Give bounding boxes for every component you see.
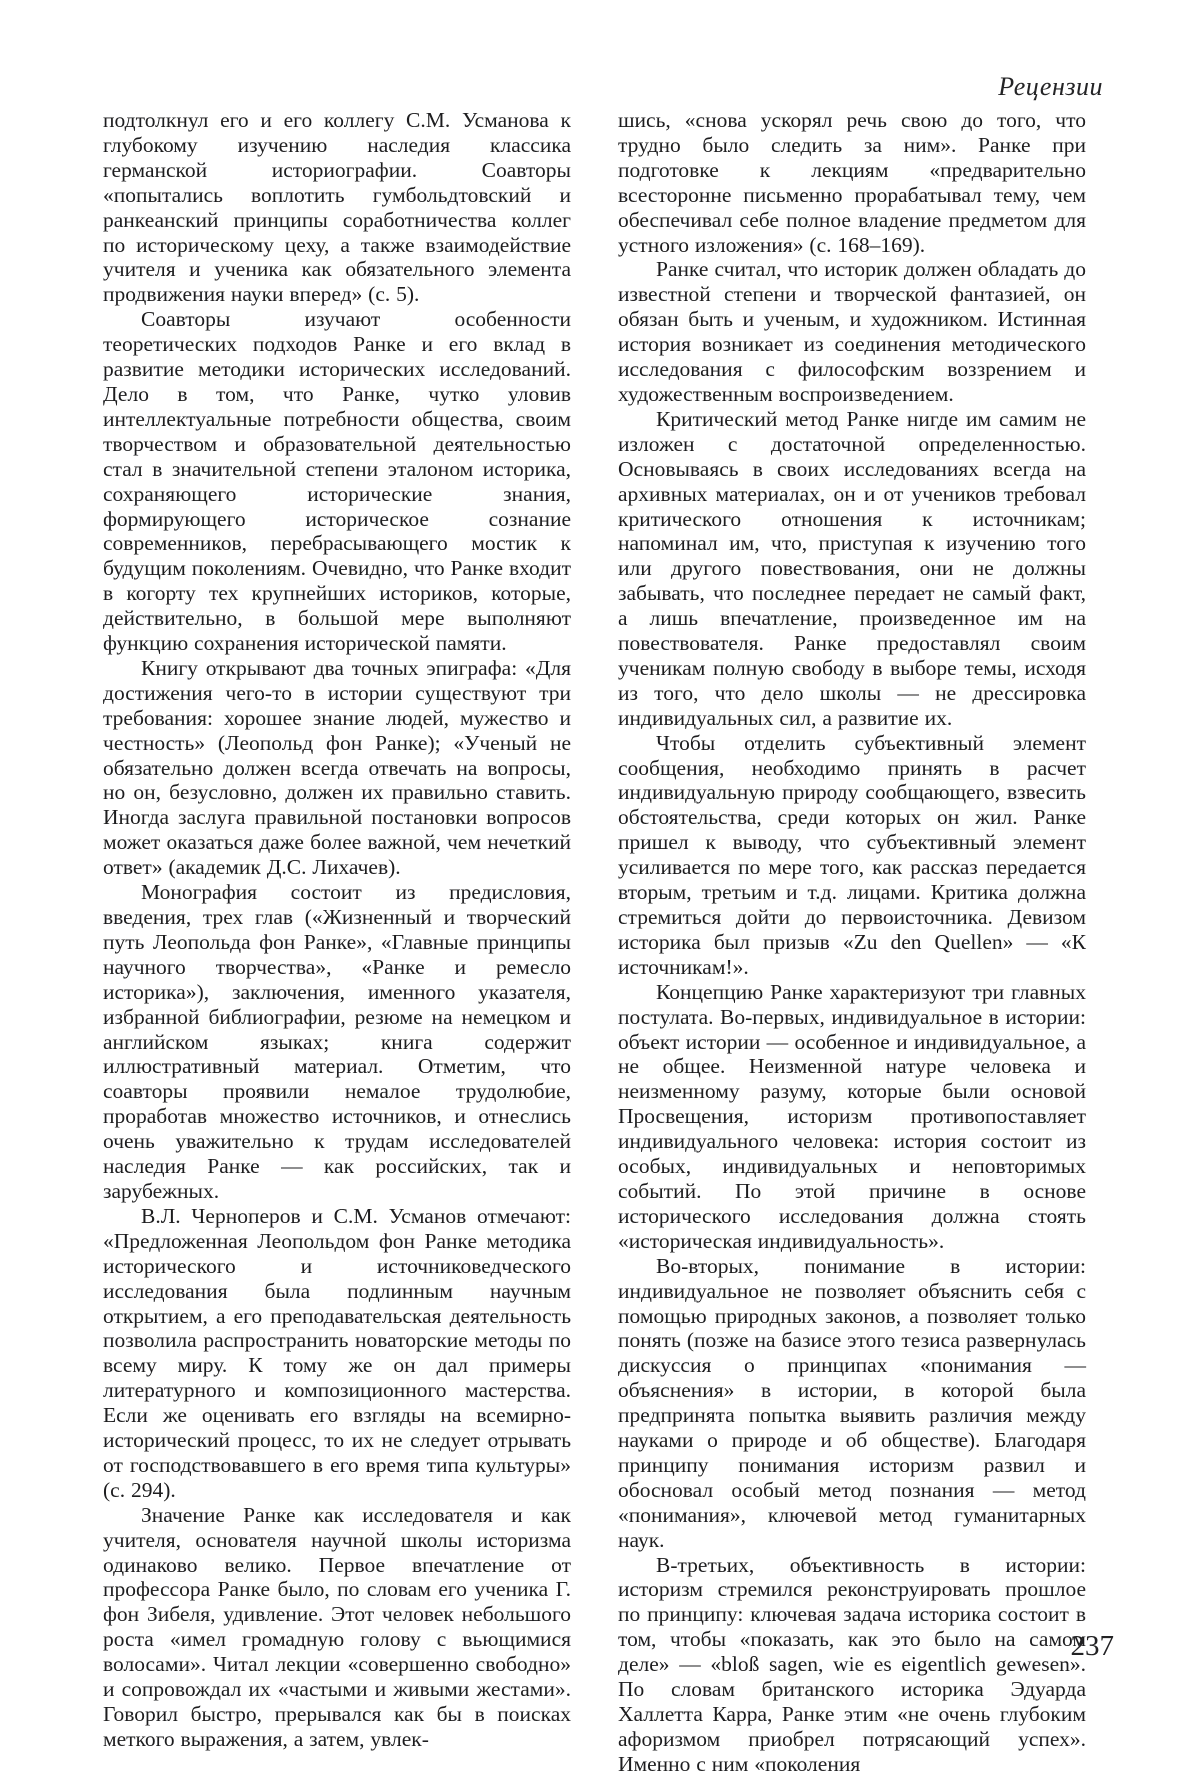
- paragraph: Значение Ранке как исследователя и как учителя, основателя научной школы историзма одинаково велико. Первое впечатление от профессора Ранке было, по словам его ученика Г. фон Зибеля, удивление. Этот человек небольшого роста «имел громадную голову с вьющимися волосами». Читал лекции «совершенно свободно» и сопровождал их «частыми и живыми жестами». Говорил быстро, прерывался как бы в поисках меткого выражения, а затем, увлек-: [103, 1502, 571, 1751]
- right-column: [618, 108, 1086, 1777]
- paragraph: Концепцию Ранке характеризуют три главных постулата. Во-первых, индивидуальное в истории: объект истории — особенное и индивидуальное, а не общее. Неизменной натуре человека и неизменному разуму, которые были основой Просвещения, историзм противопоставляет индивидуального человека: история состоит из особых, индивидуальных и неповторимых событий. По этой причине в основе исторического исследования должна стоять «историческая индивидуальность».: [618, 979, 1086, 1253]
- paragraph: Книгу открывают два точных эпиграфа: «Для достижения чего-то в истории существуют три требования: хорошее знание людей, мужество и честность» (Леопольд фон Ранке); «Ученый не обязательно должен всегда отвечать на вопросы, но он, безусловно, должен их правильно ставить. Иногда заслуга правильной постановки вопросов может оказаться даже более важной, чем нечеткий ответ» (академик Д.С. Лихачев).: [103, 655, 571, 880]
- text-columns: [103, 108, 1086, 1777]
- paragraph: В-третьих, объективность в истории: историзм стремился реконструировать прошлое по принципу: ключевая задача историка состоит в том, чтобы «показать, как это было на самом деле» — «bloß sagen, wie es eigentlich gewesen». По словам британского историка Эдуарда Халлетта Карра, Ранке этим «не очень глубоким афоризмом приобрел потрясающий успех». Именно с ним «поколения: [618, 1552, 1086, 1776]
- running-head: Рецензии: [998, 72, 1103, 101]
- paragraph: шись, «снова ускорял речь свою до того, что трудно было следить за ним». Ранке при подготовке к лекциям «предварительно всесторонне письменно прорабатывал тему, чем обеспечивал себе полное владение предметом для устного изложения» (с. 168–169).: [618, 108, 1086, 257]
- left-column: [103, 108, 571, 1777]
- paragraph: Монография состоит из предисловия, введения, трех глав («Жизненный и творческий путь Леопольда фон Ранке», «Главные принципы научного творчества», «Ранке и ремесло историка»), заключения, именного указателя, избранной библиографии, резюме на немецком и английском языках; книга содержит иллюстративный материал. Отметим, что соавторы проявили немалое трудолюбие, проработав множество источников, и отнеслись очень уважительно к трудам исследователей наследия Ранке — как российских, так и зарубежных.: [103, 880, 571, 1203]
- paragraph: Чтобы отделить субъективный элемент сообщения, необходимо принять в расчет индивидуальную природу сообщающего, взвесить обстоятельства, среди которых он жил. Ранке пришел к выводу, что субъективный элемент усиливается по мере того, как рассказ передается вторым, третьим и т.д. лицами. Критика должна стремиться дойти до первоисточника. Девизом историка был призыв «Zu den Quellen» — «К источникам!».: [618, 730, 1086, 979]
- page-number: 237: [1070, 1630, 1114, 1662]
- paragraph: Во-вторых, понимание в истории: индивидуальное не позволяет объяснить себя с помощью природных законов, а позволяет только понять (позже на базисе этого тезиса развернулась дискуссия о принципах «понимания — объяснения» в истории, в которой была предпринята попытка выявить различия между науками о природе и об обществе). Благодаря принципу понимания историзм развил и обосновал особый метод познания — метод «понимания», ключевой метод гуманитарных наук.: [618, 1253, 1086, 1552]
- paragraph: В.Л. Черноперов и С.М. Усманов отмечают: «Предложенная Леопольдом фон Ранке методика исторического и источниковедческого исследования была подлинным научным открытием, а его преподавательская деятельность позволила распространить новаторские методы по всему миру. К тому же он дал примеры литературного и композиционного мастерства. Если же оценивать его взгляды на всемирно-исторический процесс, то их не следует отрывать от господствовавшего в его время типа культуры» (с. 294).: [103, 1203, 571, 1502]
- paragraph: Ранке считал, что историк должен обладать до известной степени и творческой фантазией, он обязан быть и ученым, и художником. Истинная история возникает из соединения методического исследования с философским воззрением и художественным воспроизведением.: [618, 257, 1086, 406]
- paragraph: подтолкнул его и его коллегу С.М. Усманова к глубокому изучению наследия классика германской историографии. Соавторы «попытались воплотить гумбольдтовский и ранкеанский принципы соработничества коллег по историческому цеху, а также взаимодействие учителя и ученика как обязательного элемента продвижения науки вперед» (с. 5).: [103, 108, 571, 307]
- paragraph: Критический метод Ранке нигде им самим не изложен с достаточной определенностью. Основываясь в своих исследованиях всегда на архивных материалах, он и от учеников требовал критического отношения к источникам; напоминал им, что, приступая к изучению того или другого повествования, они не должны забывать, что последнее передает не самый факт, а лишь впечатление, произведенное им на повествователя. Ранке предоставлял своим ученикам полную свободу в выборе темы, исходя из того, что дело школы — не дрессировка индивидуальных сил, а развитие их.: [618, 406, 1086, 730]
- paragraph: Соавторы изучают особенности теоретических подходов Ранке и его вклад в развитие методики исторических исследований. Дело в том, что Ранке, чутко уловив интеллектуальные потребности общества, своим творчеством и образовательной деятельностью стал в значительной степени эталоном историка, сохраняющего исторические знания, формирующего историческое сознание современников, перебрасывающего мостик к будущим поколениям. Очевидно, что Ранке входит в когорту тех крупнейших историков, которые, действительно, в большой мере выполняют функцию сохранения исторической памяти.: [103, 307, 571, 656]
